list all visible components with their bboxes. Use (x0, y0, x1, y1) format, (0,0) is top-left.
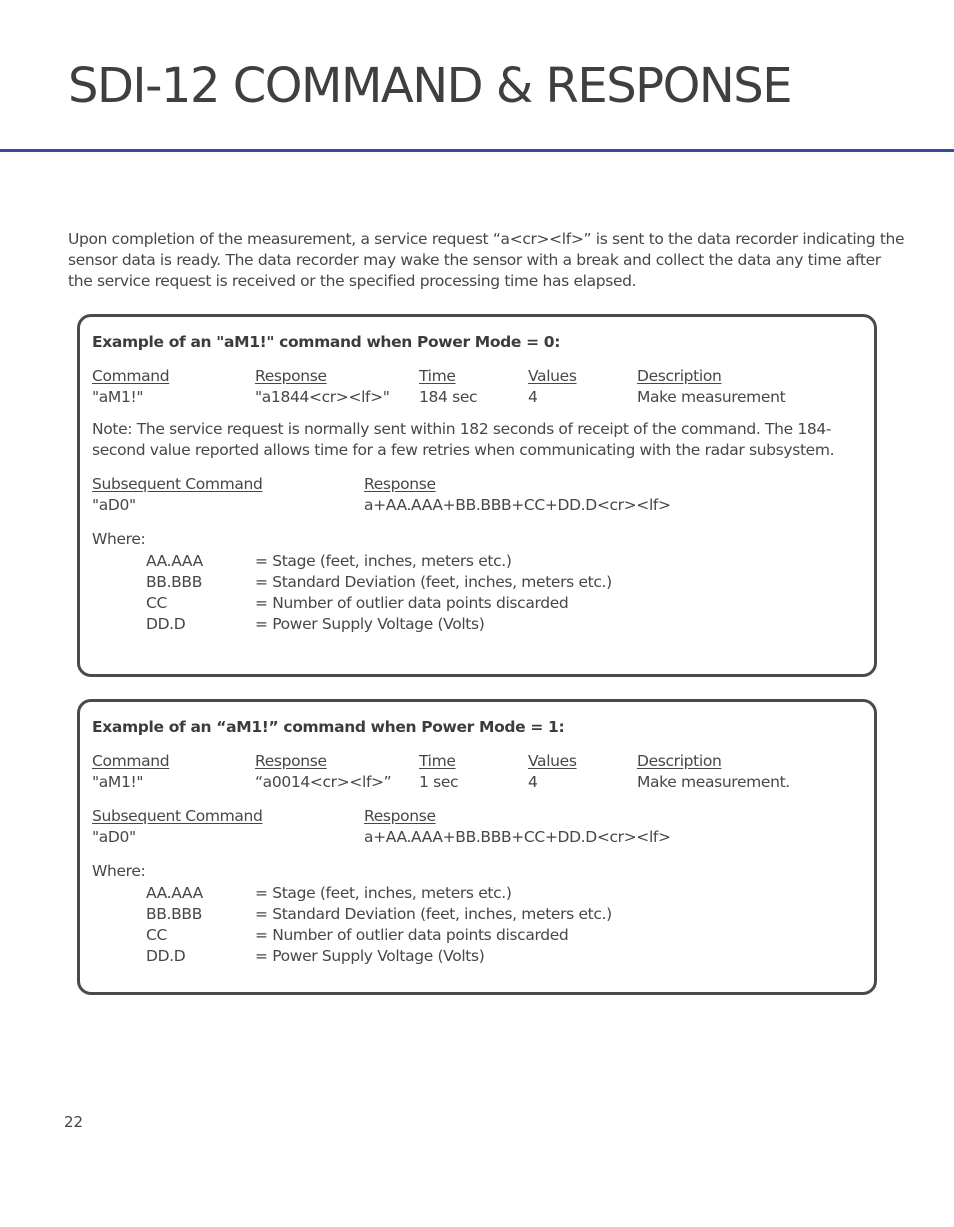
cell-response: “a0014<cr><lf>” (255, 773, 392, 791)
where-item (92, 551, 861, 572)
where-item (92, 946, 861, 967)
where-term: BB.BBB (146, 905, 202, 923)
cell-subsequent-response: a+AA.AAA+BB.BBB+CC+DD.D<cr><lf> (364, 496, 671, 514)
where-item (92, 572, 861, 593)
where-term: DD.D (146, 947, 186, 965)
where-term: CC (146, 594, 167, 612)
where-label: Where: (92, 530, 146, 548)
cell-subsequent-command: "aD0" (92, 496, 136, 514)
subsequent-command-table (92, 806, 861, 848)
header-description: Description (637, 752, 722, 770)
example-box-power-mode-1 (77, 699, 877, 995)
cell-values: 4 (528, 773, 538, 791)
where-term: BB.BBB (146, 573, 202, 591)
where-definition: = Stage (feet, inches, meters etc.) (255, 552, 512, 570)
header-response: Response (255, 367, 327, 385)
subsequent-header (92, 806, 861, 827)
where-definition: = Power Supply Voltage (Volts) (255, 615, 485, 633)
where-definition: = Standard Deviation (feet, inches, meters etc.) (255, 905, 612, 923)
header-subsequent-command: Subsequent Command (92, 807, 263, 825)
header-values: Values (528, 752, 577, 770)
subsequent-command-table (92, 474, 861, 516)
header-command: Command (92, 367, 170, 385)
where-term: AA.AAA (146, 884, 203, 902)
where-definition: = Power Supply Voltage (Volts) (255, 947, 485, 965)
command-table (92, 366, 861, 408)
where-list (92, 551, 861, 635)
cell-description: Make measurement. (637, 773, 790, 791)
where-definition: = Number of outlier data points discarded (255, 594, 569, 612)
header-subsequent-response: Response (364, 475, 436, 493)
command-table-header (92, 366, 861, 387)
header-subsequent-command: Subsequent Command (92, 475, 263, 493)
example-box-power-mode-0 (77, 314, 877, 677)
header-values: Values (528, 367, 577, 385)
page-number: 22 (64, 1113, 84, 1131)
where-item (92, 593, 861, 614)
header-subsequent-response: Response (364, 807, 436, 825)
header-time: Time (419, 752, 456, 770)
where-term: CC (146, 926, 167, 944)
header-description: Description (637, 367, 722, 385)
cell-command: "aM1!" (92, 773, 144, 791)
cell-subsequent-response: a+AA.AAA+BB.BBB+CC+DD.D<cr><lf> (364, 828, 671, 846)
command-table-row (92, 772, 861, 793)
where-item (92, 614, 861, 635)
command-table (92, 751, 861, 793)
where-definition: = Number of outlier data points discarded (255, 926, 569, 944)
command-table-row (92, 387, 861, 408)
command-table-header (92, 751, 861, 772)
where-label: Where: (92, 862, 146, 880)
where-definition: = Standard Deviation (feet, inches, meters etc.) (255, 573, 612, 591)
where-item (92, 883, 861, 904)
cell-subsequent-command: "aD0" (92, 828, 136, 846)
header-time: Time (419, 367, 456, 385)
where-term: DD.D (146, 615, 186, 633)
where-item (92, 925, 861, 946)
cell-command: "aM1!" (92, 388, 144, 406)
title-rule (0, 149, 954, 152)
intro-paragraph: Upon completion of the measurement, a service request “a<cr><lf>” is sent to the data recorder indicating the sensor data is ready. The data recorder may wake the sensor with a break and collect the data any time after the service request is received or the specified processing time has elapsed. (68, 230, 905, 290)
cell-description: Make measurement (637, 388, 786, 406)
where-item (92, 904, 861, 925)
where-list (92, 883, 861, 967)
cell-time: 184 sec (419, 388, 478, 406)
subsequent-row (92, 827, 861, 848)
example-title: Example of an "aM1!" command when Power Mode = 0: (92, 333, 561, 351)
header-command: Command (92, 752, 170, 770)
cell-time: 1 sec (419, 773, 459, 791)
where-definition: = Stage (feet, inches, meters etc.) (255, 884, 512, 902)
page-title: SDI-12 COMMAND & RESPONSE (68, 58, 792, 114)
cell-values: 4 (528, 388, 538, 406)
header-response: Response (255, 752, 327, 770)
cell-response: "a1844<cr><lf>" (255, 388, 390, 406)
where-term: AA.AAA (146, 552, 203, 570)
subsequent-header (92, 474, 861, 495)
note-text: Note: The service request is normally sent within 182 seconds of receipt of the command. The 184-second value reported allows time for a few retries when communicating with the radar subsystem. (92, 420, 835, 459)
example-title: Example of an “aM1!” command when Power Mode = 1: (92, 718, 565, 736)
subsequent-row (92, 495, 861, 516)
